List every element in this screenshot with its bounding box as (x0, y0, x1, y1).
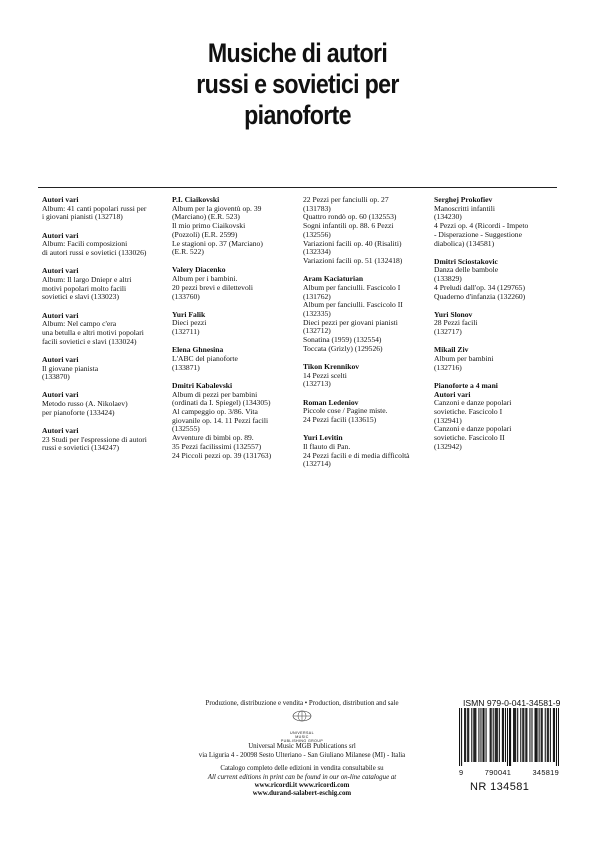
catalog-number: NR 134581 (470, 781, 530, 793)
catalog-entry (172, 311, 294, 337)
work-line: - Disperazione - Suggestione (434, 229, 522, 239)
barcode-digits (459, 768, 559, 777)
catalog-column (172, 196, 294, 470)
work-line: 4 Pezzi op. 4 (Ricordi - Impeto (434, 221, 529, 231)
work-line: (134230) (434, 212, 462, 222)
composer-name: Roman Ledeniov (303, 397, 359, 407)
work-line: 20 pezzi brevi e dilettevoli (172, 282, 253, 292)
catalog-entry (303, 434, 425, 469)
work-line: 14 Pezzi scelti (303, 370, 347, 380)
work-line: (131783) (303, 203, 331, 213)
work-line: Piccole cose / Pagine miste. (303, 406, 388, 416)
publisher-address: via Liguria 4 - 20098 Sesto Ulteriano - San Giuliano Milanese (MI) - Italia (198, 751, 406, 759)
work-line: (133871) (172, 362, 200, 372)
work-line: Album per fanciulli. Fascicolo II (303, 300, 403, 310)
catalog-column (42, 196, 164, 463)
title-line: russi e sovietici per (196, 69, 399, 99)
work-line: (132716) (434, 362, 462, 372)
work-line: per pianoforte (133424) (42, 407, 115, 417)
work-line: 24 Piccoli pezzi op. 39 (131763) (172, 450, 272, 460)
work-line: sovietiche. Fascicolo II (434, 433, 505, 443)
work-line: L'ABC del pianoforte (172, 354, 238, 364)
catalog-entry (434, 346, 556, 372)
catalog-entry (434, 311, 556, 337)
work-line: Al campeggio op. 3/86. Vita (172, 407, 258, 417)
work-line: Variazioni facili op. 51 (132418) (303, 255, 403, 265)
work-line: Quaderno d'infanzia (132260) (434, 291, 526, 301)
work-line: Variazioni facili op. 40 (Risaliti) (303, 238, 402, 248)
catalog-entry (303, 196, 425, 266)
work-line: (132717) (434, 327, 462, 337)
composer-name: Dmitri Kabalevski (172, 380, 233, 390)
catalog-entry (303, 399, 425, 425)
barcode-digit-group: 790041 (484, 768, 512, 777)
catalog-entry (434, 391, 556, 452)
work-line: (132712) (303, 326, 331, 336)
work-line: Metodo russo (A. Nikolaev) (42, 399, 128, 409)
work-line: Album di pezzi per bambini (172, 389, 258, 399)
work-line: Il flauto di Pan. (303, 441, 351, 451)
work-line: (132556) (303, 229, 331, 239)
catalog-entry (42, 196, 164, 222)
catalog-entry (42, 356, 164, 382)
composer-name: P.I. Ciaikovski (172, 195, 220, 204)
catalog-entry (172, 382, 294, 460)
work-line: (Marciano) (E.R. 523) (172, 212, 240, 222)
composer-name: Autori vari (42, 310, 79, 320)
composer-name: Autori vari (42, 354, 79, 364)
page-title (153, 38, 441, 131)
distribution-line: Produzione, distribuzione e vendita • Production, distribution and sale (205, 700, 399, 707)
work-line: Toccata (Grizly) (129526) (303, 343, 383, 353)
publisher-footer (168, 700, 436, 799)
catalog-entry (172, 196, 294, 257)
work-line: 22 Pezzi per fanciulli op. 27 (303, 195, 389, 204)
composer-name: Tikon Krennikov (303, 361, 360, 371)
work-line: una betulla e altri motivi popolari (42, 327, 144, 337)
title-line: pianoforte (244, 100, 351, 130)
work-line: Manoscritti infantili (434, 203, 495, 213)
work-line: Album: Il largo Dniepr e altri (42, 274, 132, 284)
catalog-entry (172, 346, 294, 372)
composer-name: Autori vari (42, 390, 79, 400)
work-line: 4 Preludi dall'op. 34 (129765) (434, 282, 526, 292)
catalog-entry (42, 232, 164, 258)
work-line: Album: 41 canti popolari russi per (42, 203, 147, 213)
barcode-icon (459, 708, 559, 766)
work-line: giovanile op. 14. 11 Pezzi facili (172, 415, 269, 425)
work-line: Il giovane pianista (42, 363, 99, 373)
work-line: Album per la gioventù op. 39 (172, 203, 262, 213)
composer-name: Autori vari (434, 389, 471, 399)
work-line: 23 Studi per l'espressione di autori (42, 434, 147, 444)
work-line: (Pozzoli) (E.R. 2599) (172, 229, 238, 239)
catalog-entry (42, 391, 164, 417)
work-line: (132713) (303, 379, 331, 389)
catalog-column (434, 196, 556, 461)
barcode-digit-group: 9 (459, 768, 464, 777)
work-line: Le stagioni op. 37 (Marciano) (172, 238, 263, 248)
work-line: Danza delle bambole (434, 265, 499, 275)
composer-name: Elena Ghnesina (172, 345, 224, 355)
catalog-entry (42, 312, 164, 347)
work-line: (132942) (434, 441, 462, 451)
work-line: Il mio primo Ciaikovski (172, 221, 246, 231)
work-line: (E.R. 522) (172, 247, 204, 257)
work-line: Album per i bambini. (172, 274, 238, 284)
work-line: 35 Pezzi facilissimi (132557) (172, 441, 262, 451)
work-line: 28 Pezzi facili (434, 318, 478, 328)
composer-name: Autori vari (42, 266, 79, 276)
work-line: Dieci pezzi (172, 318, 207, 328)
work-line: Album per bambini (434, 354, 494, 364)
work-line: di autori russi e sovietici (133026) (42, 248, 147, 258)
work-line: russi e sovietici (134247) (42, 443, 119, 453)
work-line: (132711) (172, 327, 200, 337)
composer-name: Yuri Falik (172, 309, 206, 319)
work-line: Dieci pezzi per giovani pianisti (303, 317, 398, 327)
work-line: (132334) (303, 247, 331, 257)
barcode-digit-group: 345819 (532, 768, 559, 777)
work-line: (131762) (303, 291, 331, 301)
work-line: 24 Pezzi facili (133615) (303, 414, 377, 424)
catalog-column (303, 196, 425, 478)
work-line: sovietici e slavi (133023) (42, 292, 119, 302)
universal-logo-icon (282, 710, 322, 730)
work-line: Album: Nel campo c'era (42, 319, 117, 329)
work-line: (ordinati da I. Spiegel) (134305) (172, 398, 271, 408)
website-link: www.durand-salabert-eschig.com (252, 790, 352, 798)
work-line: facili sovietici e slavi (133024) (42, 336, 137, 346)
composer-name: Yuri Slonov (434, 309, 473, 319)
work-line: (132555) (172, 424, 200, 434)
publisher-name: Universal Music MGB Publications srl (248, 743, 356, 751)
composer-name: Dmitri Sciostakovic (434, 256, 498, 266)
work-line: Album: Facili composizioni (42, 239, 128, 249)
work-line: diabolica) (134581) (434, 238, 495, 248)
logo-text: UNIVERSAL (290, 731, 314, 736)
work-line: (133870) (42, 372, 70, 382)
work-line: (133829) (434, 274, 462, 284)
horizontal-rule (38, 187, 557, 188)
work-line: 24 Pezzi facili e di media difficoltà (303, 450, 410, 460)
work-line: Avventure di bimbi op. 89. (172, 433, 254, 443)
work-line: i giovani pianisti (132718) (42, 212, 123, 222)
work-line: motivi popolari molto facili (42, 283, 127, 293)
catalog-entry (434, 196, 556, 248)
catalogue-note-en: All current editions in print can be found in our on-line catalogue at (207, 773, 397, 781)
catalog-entry (303, 363, 425, 389)
work-line: (133760) (172, 291, 200, 301)
composer-name: Autori vari (42, 426, 79, 436)
work-line: Sogni infantili op. 88. 6 Pezzi (303, 221, 394, 231)
ismn-code: ISMN 979-0-041-34581-9 (463, 698, 561, 708)
catalog-entry (434, 258, 556, 302)
catalog-entry (42, 267, 164, 302)
work-line: (132714) (303, 459, 331, 469)
work-line: (132335) (303, 308, 331, 318)
composer-name: Valery Diacenko (172, 265, 226, 275)
catalogue-note-it: Catalogo completo delle edizioni in vendita consultabile su (220, 765, 384, 773)
composer-name: Autori vari (42, 195, 79, 204)
catalog-entry (172, 266, 294, 301)
composer-name: Yuri Levitin (303, 433, 343, 443)
composer-name: Mikail Ziv (434, 345, 469, 355)
composer-name: Autori vari (42, 230, 79, 240)
catalog-entry (303, 275, 425, 353)
composer-name: Aram Kaciaturian (303, 274, 364, 284)
work-line: (132941) (434, 415, 462, 425)
catalog-entry (42, 427, 164, 453)
work-line: Quattro rondò op. 60 (132553) (303, 212, 397, 222)
work-line: Sonatina (1959) (132554) (303, 335, 382, 345)
composer-name: Pianoforte a 4 mani (434, 380, 498, 390)
logo-text: PUBLISHING GROUP (280, 739, 324, 744)
composer-name: Serghej Prokofiev (434, 195, 493, 204)
work-line: Canzoni e danze popolari (434, 424, 512, 434)
website-links: www.ricordi.it www.ricordi.com (254, 782, 350, 790)
work-line: Canzoni e danze popolari (434, 398, 512, 408)
logo-text: MUSIC (295, 735, 309, 740)
work-line: sovietiche. Fascicolo I (434, 407, 503, 417)
work-line: Album per fanciulli. Fascicolo I (303, 282, 401, 292)
title-line: Musiche di autori (207, 38, 388, 68)
